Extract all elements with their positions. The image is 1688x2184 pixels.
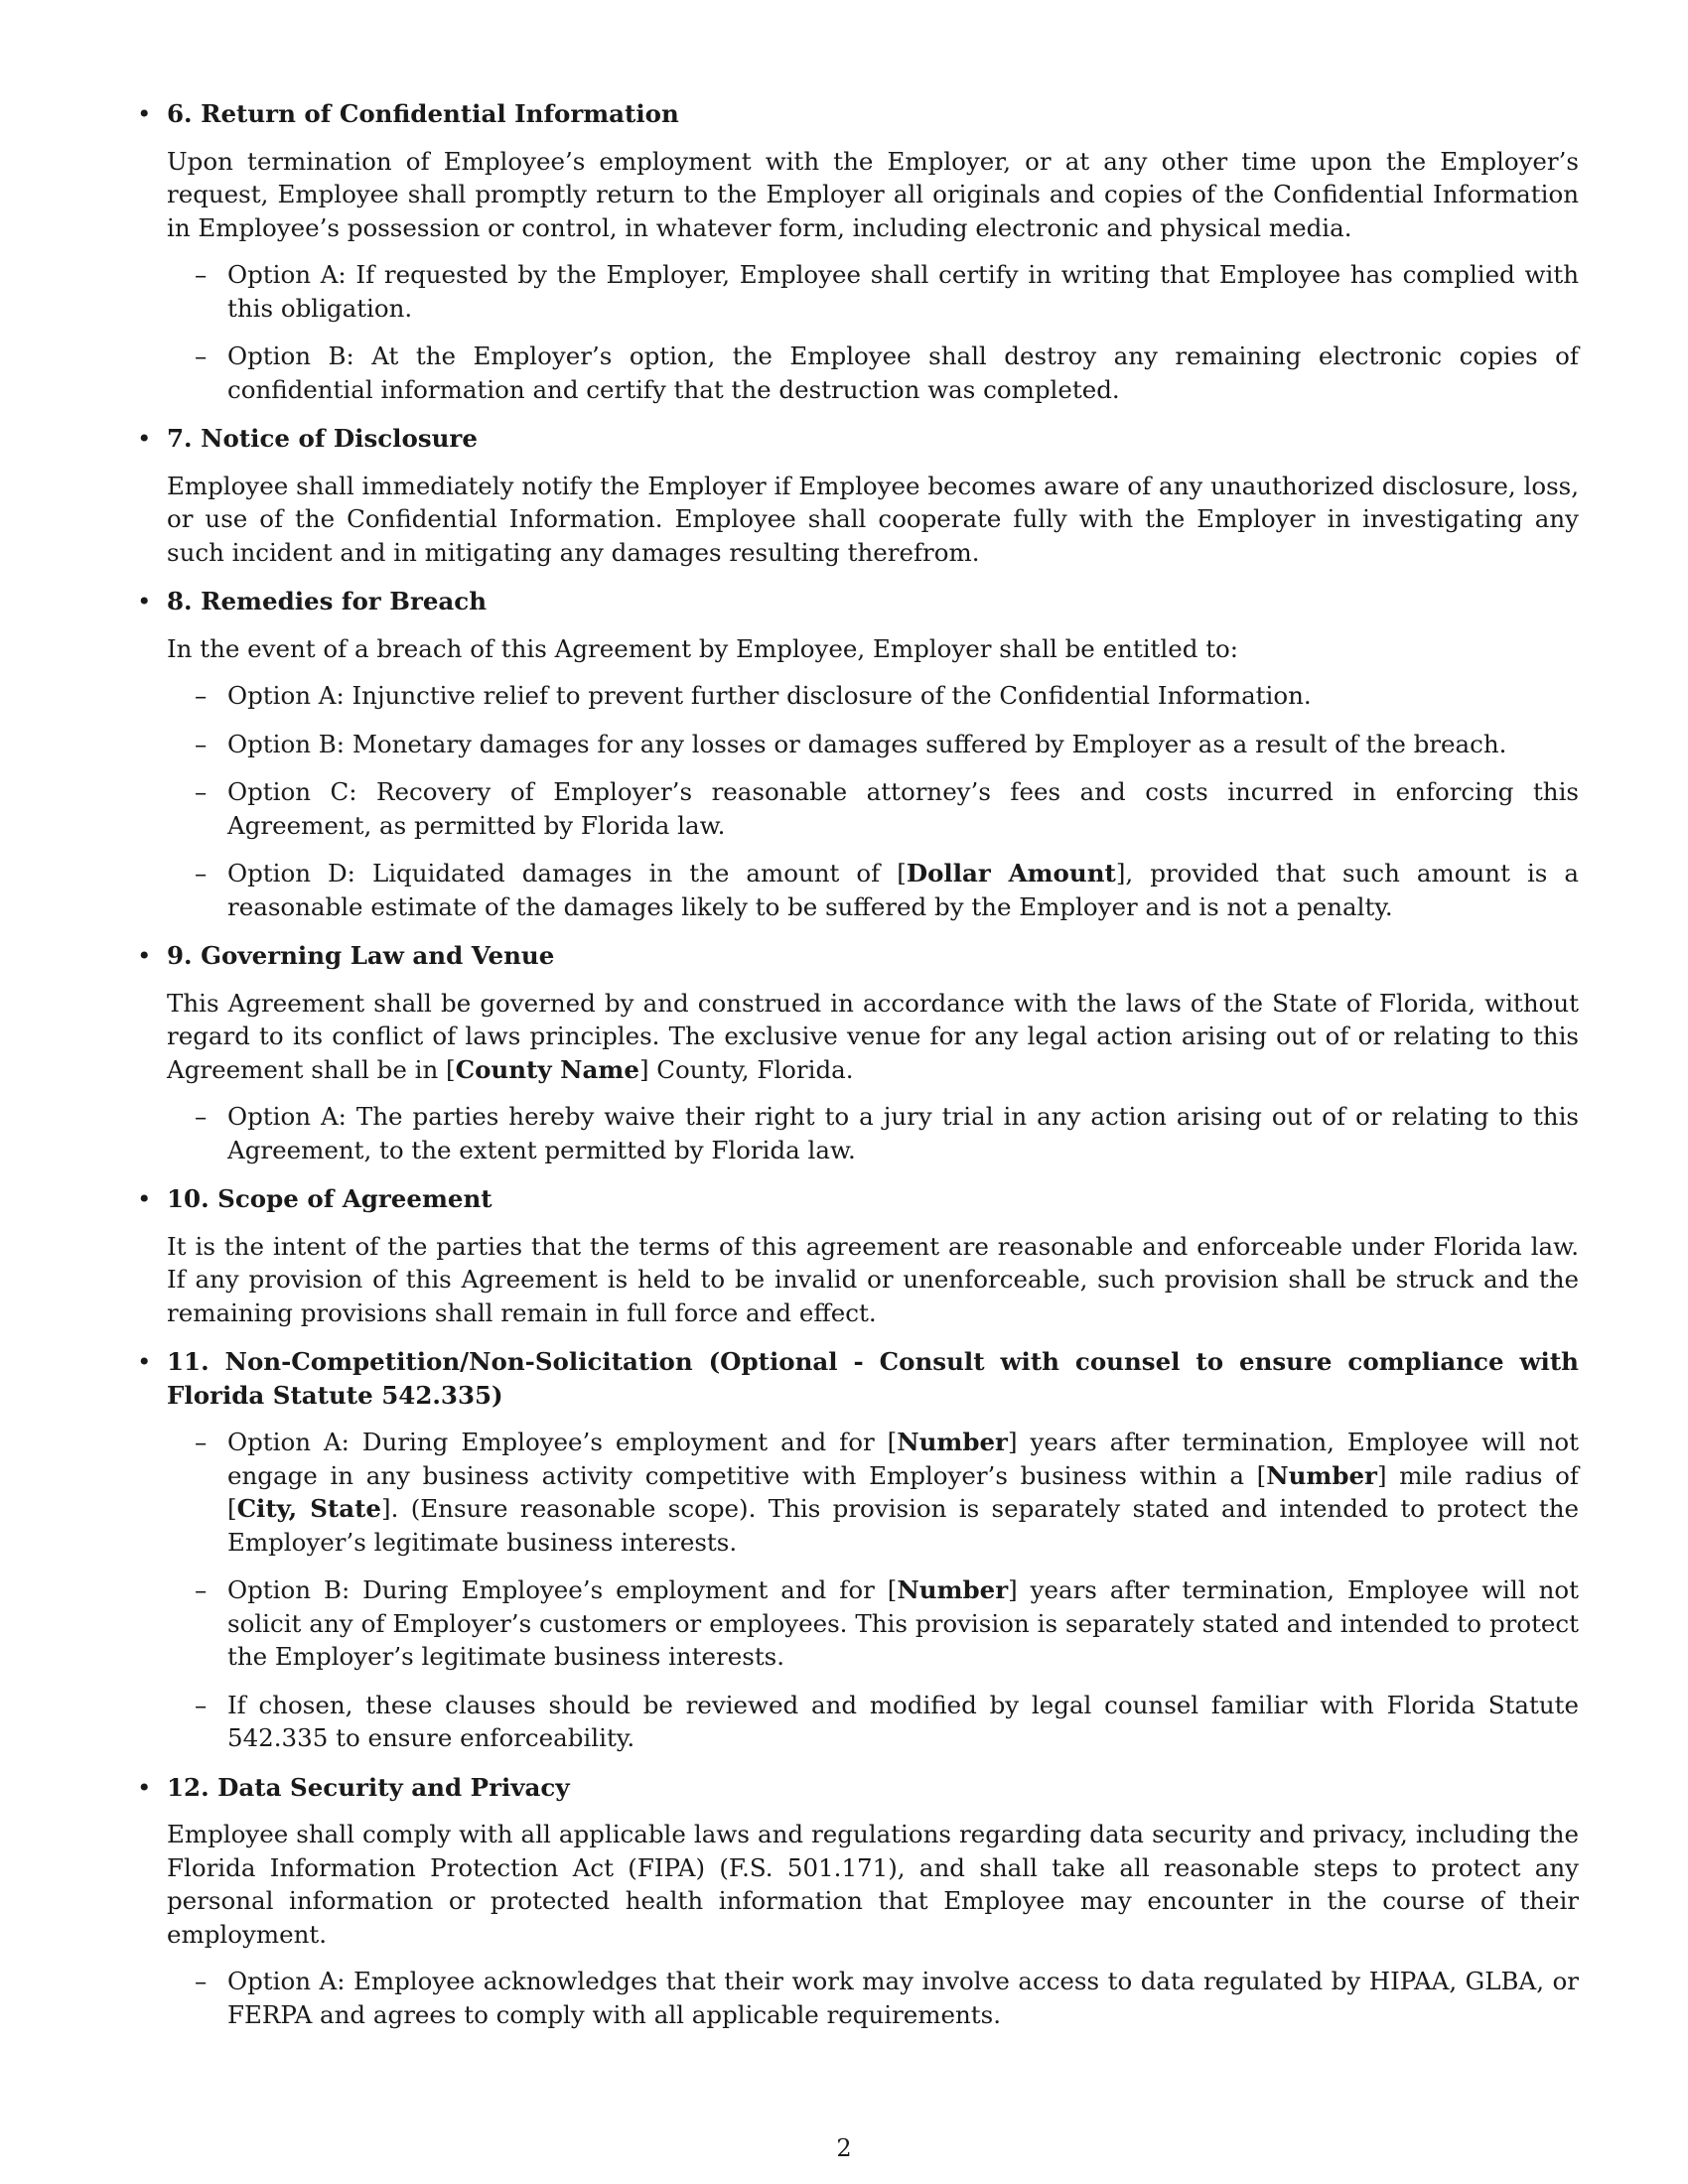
option-item [135,1965,1579,2031]
option-text: Option B: During Employee’s employment and for [ [227,1575,898,1604]
option-text: Option C: Recovery of Employer’s reasonable attorney’s fees and costs incurred in enforcing this Agreement, as permitted by Florida law. [227,777,1579,840]
dash-icon: – [195,681,208,710]
bullet-icon: • [137,587,152,615]
dash-icon: – [195,1428,208,1456]
dash-icon: – [195,1967,208,1995]
option-item [135,1573,1579,1674]
document-body [135,97,1579,2047]
option-text: If chosen, these clauses should be reviewed and modified by legal counsel familiar with Florida Statute 542.335 to ensure enforceability. [227,1690,1579,1752]
option-text: ] years after termination, Employee will not solicit any of Employer’s customers or employees. This provision is separately stated and intended to protect the Employer’s legitimate business interests. [227,1575,1580,1671]
section-heading [135,422,1579,456]
section-paragraph: In the event of a breach of this Agreement by Employee, Employer shall be entitled to: [167,633,1239,663]
option-item [135,1689,1579,1755]
bullet-icon: • [137,1772,152,1802]
option-text: Option A: Employee acknowledges that their work may involve access to data regulated by HIPAA, GLBA, or FERPA and agrees to comply with all applicable requirements. [227,1967,1579,2029]
placeholder-field: Number [897,1575,1009,1604]
option-item [135,258,1579,325]
option-text: Option A: Injunctive relief to prevent further disclosure of the Confidential Information. [227,681,1312,710]
section-heading-text: 7. Notice of Disclosure [167,424,478,453]
option-item [135,1100,1579,1166]
section-paragraph: Employee shall comply with all applicable laws and regulations regarding data security and privacy, including the Florida Information Protection Act (FIPA) (F.S. 501.171), and shall take all reasonable steps to protect any personal information or protected health information that Employee may encounter in the course of their employment. [167,1820,1579,1949]
section-heading [135,585,1579,618]
option-text: Option A: The parties hereby waive their right to a jury trial in any action arising out of or relating to this Agreement, to the extent permitted by Florida law. [227,1102,1579,1164]
section-7 [135,422,1579,569]
option-text: ] years after termination, Employee will not engage in any business activity competitive with Employer’s business within a [ [227,1428,1579,1490]
placeholder-field: Number [897,1428,1008,1456]
bullet-icon: • [137,1347,152,1376]
dash-icon: – [195,729,208,758]
option-text: Option A: During Employee’s employment and for [ [227,1428,898,1456]
section-heading [135,1771,1579,1805]
section-6 [135,97,1579,406]
dash-icon: – [195,260,208,289]
dash-icon: – [195,341,208,370]
dash-icon: – [195,1575,208,1604]
option-text: ]. (Ensure reasonable scope). This provision is separately stated and intended to protect the Employer’s legitimate business interests. [227,1494,1579,1557]
section-9 [135,939,1579,1166]
option-item [135,679,1579,713]
section-11 [135,1345,1579,1755]
section-heading [135,1182,1579,1216]
section-heading-text: 12. Data Security and Privacy [167,1772,570,1802]
placeholder-field: Dollar Amount [906,859,1116,887]
section-heading-text: 8. Remedies for Breach [167,587,488,615]
option-item [135,1426,1579,1559]
option-text: Option A: If requested by the Employer, Employee shall certify in writing that Employee has complied with this obligation. [227,260,1579,323]
option-text: ], provided that such amount is a reasonable estimate of the damages likely to be suffered by the Employer and is not a penalty. [227,859,1579,921]
section-heading [135,97,1579,131]
option-text: ] mile radius of [ [227,1460,1579,1523]
dash-icon: – [195,859,208,887]
paragraph-text: ] County, Florida. [638,1054,854,1084]
option-item [135,340,1579,406]
dash-icon: – [195,1102,208,1131]
section-paragraph [135,987,1579,1087]
option-text: Option B: At the Employer’s option, the Employee shall destroy any remaining electronic copies of confidential information and certify that the destruction was completed. [227,341,1579,404]
section-paragraph: Employee shall immediately notify the Employer if Employee becomes aware of any unauthorized disclosure, loss, or use of the Confidential Information. Employee shall cooperate fully with the Employer in investigating any such incident and in mitigating any damages resulting therefrom. [167,471,1579,567]
placeholder-field: Number [1266,1460,1377,1490]
page-number: 2 [836,2134,852,2162]
section-heading-text: 6. Return of Confidential Information [167,99,679,128]
section-heading-text: 10. Scope of Agreement [167,1184,492,1213]
placeholder-field: County Name [455,1054,639,1084]
section-12 [135,1771,1579,2032]
section-paragraph: Upon termination of Employee’s employment with the Employer, or at any other time upon the Employer’s request, Employee shall promptly return to the Employer all originals and copies of the Confidential Information in Employee’s possession or control, in whatever form, including electronic and physical media. [167,146,1579,242]
paragraph-text: This Agreement shall be governed by and construed in accordance with the laws of the State of Florida, without regard to its conflict of laws principles. The exclusive venue for any legal action arising out of or relating to this Agreement shall be in [ [167,988,1579,1084]
section-heading [135,1345,1579,1412]
option-item [135,775,1579,842]
bullet-icon: • [137,99,152,128]
section-10 [135,1182,1579,1329]
option-item [135,728,1579,761]
section-heading-text: 9. Governing Law and Venue [167,941,555,970]
section-heading [135,939,1579,973]
placeholder-field: City, State [236,1494,382,1523]
dash-icon: – [195,1690,208,1719]
section-paragraph: It is the intent of the parties that the terms of this agreement are reasonable and enforceable under Florida law. If any provision of this Agreement is held to be invalid or unenforceable, such provision shall be struck and the remaining provisions shall remain in full force and effect. [167,1231,1579,1327]
bullet-icon: • [137,1184,152,1213]
section-8 [135,585,1579,923]
option-text: Option D: Liquidated damages in the amount of [ [227,859,907,887]
bullet-icon: • [137,424,152,453]
option-text: Option B: Monetary damages for any losses or damages suffered by Employer as a result of the breach. [227,729,1507,758]
bullet-icon: • [137,941,152,970]
option-item [135,857,1579,923]
dash-icon: – [195,777,208,806]
section-heading-text: 11. Non-Competition/Non-Solicitation (Optional - Consult with counsel to ensure compliance with Florida Statute 542.335) [167,1347,1579,1410]
